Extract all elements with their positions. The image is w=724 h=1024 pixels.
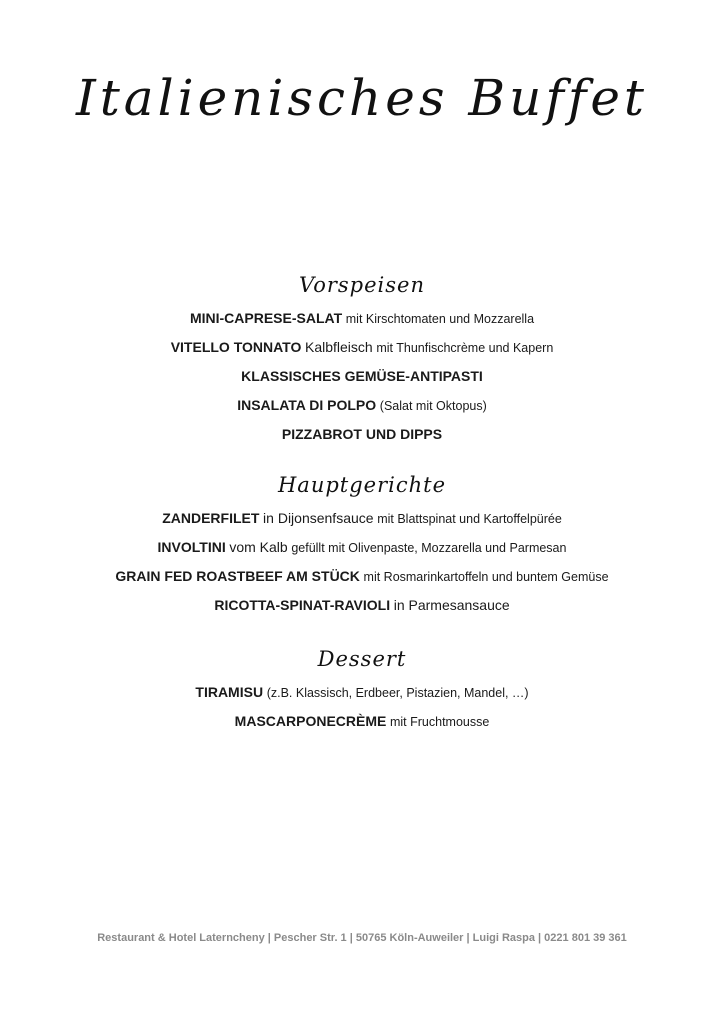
item-desc: (z.B. Klassisch, Erdbeer, Pistazien, Mandel, …): [266, 686, 529, 700]
item-name: VITELLO TONNATO: [170, 339, 302, 355]
menu-item: [0, 304, 724, 333]
menu-item: [0, 333, 724, 362]
footer-contact: Restaurant & Hotel Laterncheny | Pescher Str. 1 | 50765 Köln-Auweiler | Luigi Raspa | 0221 801 39 361: [97, 932, 627, 944]
menu-item: [0, 420, 724, 449]
menu-item: [0, 362, 724, 391]
item-desc: mit Blattspinat und Kartoffelpürée: [377, 512, 562, 526]
item-name: INSALATA DI POLPO: [237, 397, 377, 413]
item-extra: in Parmesansauce: [393, 597, 510, 613]
item-name: RICOTTA-SPINAT-RAVIOLI: [214, 597, 391, 613]
menu-item: [0, 591, 724, 620]
item-extra: vom Kalb: [229, 539, 288, 555]
section-heading: Dessert: [317, 647, 407, 671]
section-hauptgerichte: [0, 470, 724, 620]
item-desc: mit Fruchtmousse: [389, 715, 490, 729]
item-name: MASCARPONECRÈME: [234, 713, 387, 729]
menu-item: [0, 533, 724, 562]
menu-item: [0, 504, 724, 533]
item-desc: mit Thunfischcrème und Kapern: [376, 341, 554, 355]
menu-item: [0, 707, 724, 736]
item-name: PIZZABROT UND DIPPS: [281, 426, 443, 442]
item-extra: in Dijonsenfsauce: [263, 510, 374, 526]
item-name: MINI-CAPRESE-SALAT: [189, 310, 343, 326]
item-desc: mit Kirschtomaten und Mozzarella: [345, 312, 535, 326]
menu-item: [0, 391, 724, 420]
item-name: ZANDERFILET: [162, 510, 260, 526]
menu-item: [0, 678, 724, 707]
item-desc: (Salat mit Oktopus): [379, 399, 487, 413]
menu-item: [0, 562, 724, 591]
section-vorspeisen: [0, 270, 724, 449]
section-dessert: [0, 644, 724, 736]
item-extra: Kalbfleisch: [305, 339, 373, 355]
section-heading: Hauptgerichte: [277, 473, 447, 497]
item-desc: mit Rosmarinkartoffeln und buntem Gemüse: [363, 570, 609, 584]
item-name: INVOLTINI: [157, 539, 226, 555]
item-name: KLASSISCHES GEMÜSE-ANTIPASTI: [241, 368, 483, 384]
item-name: GRAIN FED ROASTBEEF AM STÜCK: [115, 568, 360, 584]
page-title: Italienisches Buffet: [75, 69, 649, 127]
section-heading: Vorspeisen: [298, 273, 425, 297]
item-desc: gefüllt mit Olivenpaste, Mozzarella und Parmesan: [291, 541, 567, 555]
item-name: TIRAMISU: [195, 684, 264, 700]
